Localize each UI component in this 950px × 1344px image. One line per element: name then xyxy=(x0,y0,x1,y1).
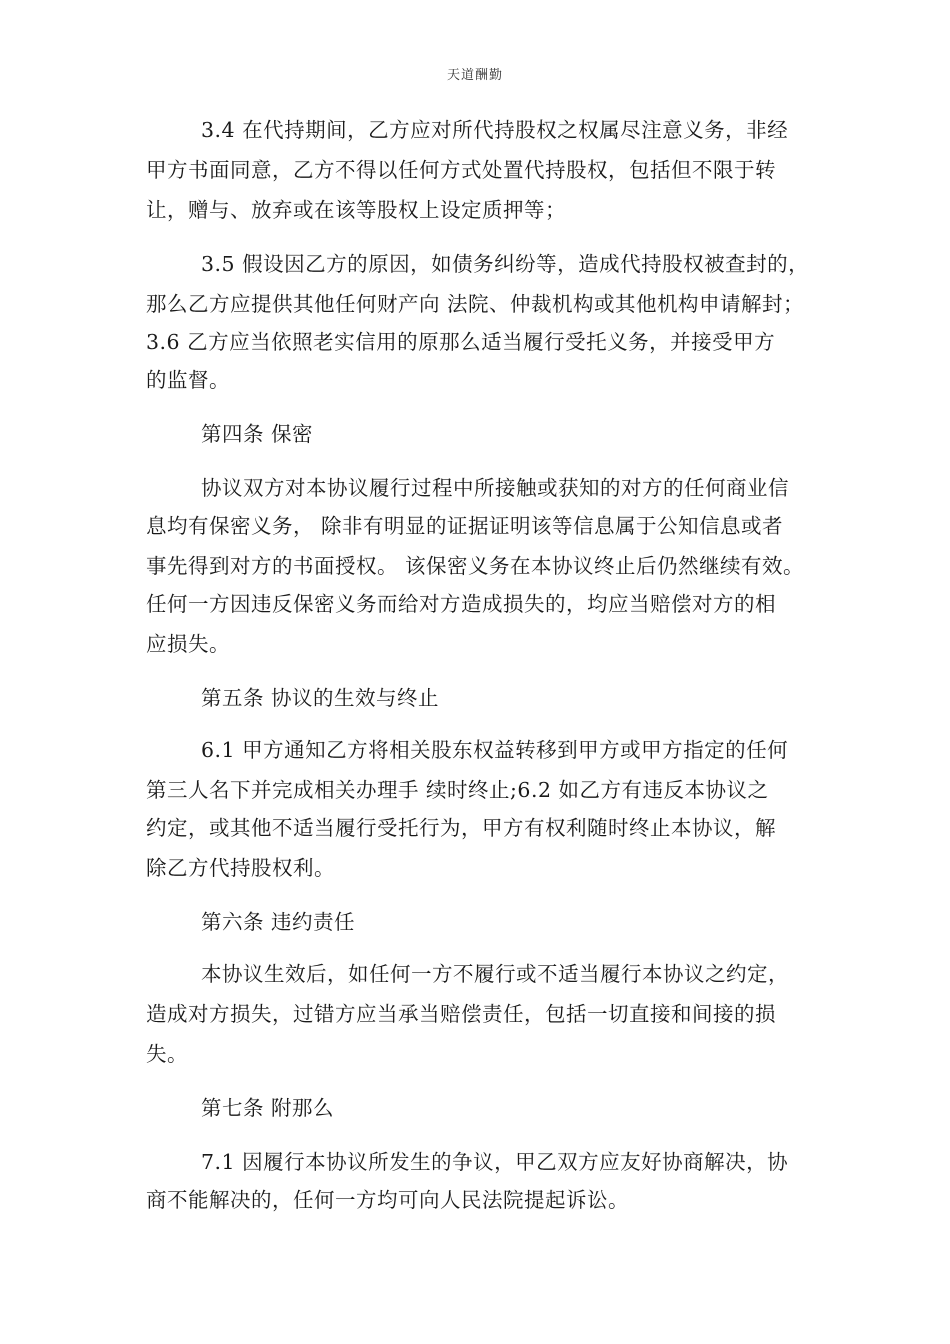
text-line: 的监督。 xyxy=(146,368,230,392)
text-line: 3.5 假设因乙方的原因，如债务纠纷等，造成代持股权被查封的， xyxy=(201,252,810,276)
text-line: 应损失。 xyxy=(146,632,230,656)
text-line: 协议双方对本协议履行过程中所接触或获知的对方的任何商业信 xyxy=(201,476,789,500)
text-line: 让，赠与、放弃或在该等股权上设定质押等； xyxy=(146,198,566,222)
text-line: 7.1 因履行本协议所发生的争议，甲乙双方应友好协商解决，协 xyxy=(201,1150,789,1174)
section-heading: 第五条 协议的生效与终止 xyxy=(201,686,440,710)
text-line: 约定，或其他不适当履行受托行为，甲方有权利随时终止本协议，解 xyxy=(146,816,776,840)
text-line: 造成对方损失，过错方应当承当赔偿责任，包括一切直接和间接的损 xyxy=(146,1002,776,1026)
text-line: 3.4 在代持期间，乙方应对所代持股权之权属尽注意义务，非经 xyxy=(201,118,789,142)
text-line: 商不能解决的，任何一方均可向人民法院提起诉讼。 xyxy=(146,1188,629,1212)
text-line: 甲方书面同意，乙方不得以任何方式处置代持股权，包括但不限于转 xyxy=(146,158,776,182)
section-heading: 第六条 违约责任 xyxy=(201,910,356,934)
text-line: 失。 xyxy=(146,1042,188,1066)
text-line: 本协议生效后，如任何一方不履行或不适当履行本协议之约定， xyxy=(201,962,789,986)
text-line: 第三人名下并完成相关办理手 续时终止;6.2 如乙方有违反本协议之 xyxy=(146,778,769,802)
text-line: 3.6 乙方应当依照老实信用的原那么适当履行受托义务，并接受甲方 xyxy=(146,330,776,354)
section-heading: 第四条 保密 xyxy=(201,422,314,446)
text-line: 事先得到对方的书面授权。 该保密义务在本协议终止后仍然继续有效。 xyxy=(146,554,805,578)
text-line: 那么乙方应提供其他任何财产向 法院、仲裁机构或其他机构申请解封； xyxy=(146,292,805,316)
text-line: 任何一方因违反保密义务而给对方造成损失的，均应当赔偿对方的相 xyxy=(146,592,776,616)
section-heading: 第七条 附那么 xyxy=(201,1096,335,1120)
text-line: 6.1 甲方通知乙方将相关股东权益转移到甲方或甲方指定的任何 xyxy=(201,738,789,762)
text-line: 除乙方代持股权利。 xyxy=(146,856,335,880)
text-line: 息均有保密义务， 除非有明显的证据证明该等信息属于公知信息或者 xyxy=(146,514,784,538)
page-header: 天道酬勤 xyxy=(446,68,503,83)
